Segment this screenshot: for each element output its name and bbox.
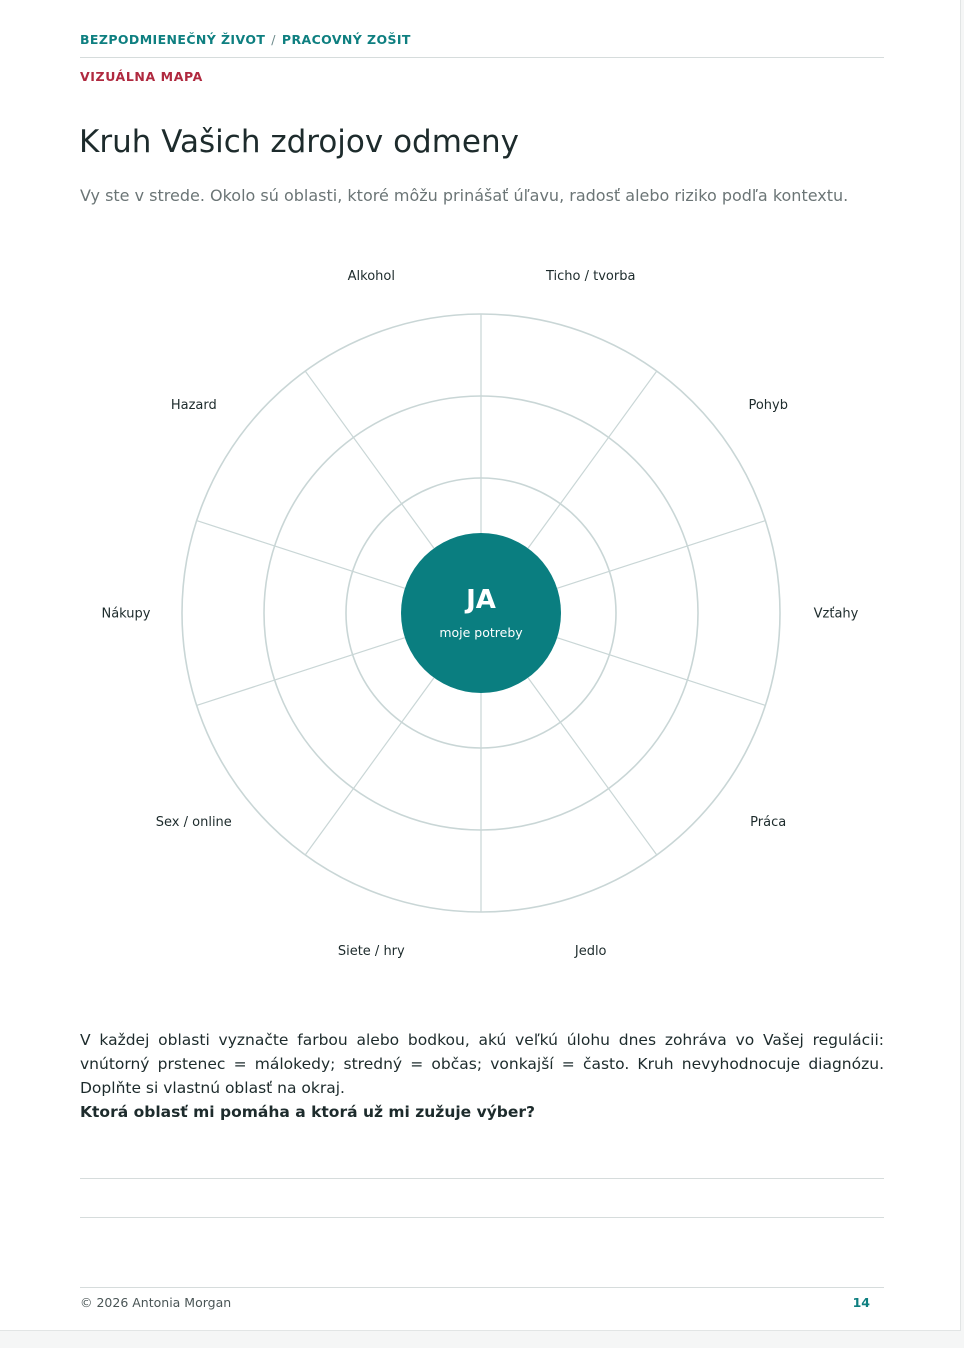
section-eyebrow: VIZUÁLNA MAPA: [80, 69, 203, 84]
wheel-area-label: Práca: [750, 815, 787, 831]
wheel-area-label: Vzťahy: [813, 606, 859, 622]
center-title: JA: [466, 585, 496, 615]
wheel-area-label: Siete / hry: [337, 944, 405, 960]
page-title: Kruh Vašich zdrojov odmeny: [79, 124, 519, 160]
answer-line-2[interactable]: [80, 1217, 884, 1218]
book-title: BEZPODMIENEČNÝ ŽIVOT: [80, 32, 266, 47]
page-subtitle: Vy ste v strede. Okolo sú oblasti, ktoré môžu prinášať úľavu, radosť alebo riziko podľa kontextu.: [80, 186, 849, 205]
header-separator: /: [271, 32, 276, 47]
instructions-text: V každej oblasti vyznačte farbou alebo bodkou, akú veľkú úlohu dnes zohráva vo Vašej regulácii: vnútorný prstenec = málokedy; stredný = občas; vonkajší = často. Kruh nevyhodnocuje diagnózu. Doplňte si vlastnú oblasť na okraj.: [80, 1031, 884, 1097]
section-title: PRACOVNÝ ZOŠIT: [281, 32, 411, 47]
answer-line-1[interactable]: [80, 1178, 884, 1179]
wheel-spoke: [528, 371, 657, 548]
wheel-spoke: [528, 678, 657, 855]
footer-rule: [80, 1287, 884, 1288]
wheel-spoke: [305, 371, 434, 548]
wheel-area-label: Hazard: [170, 397, 217, 413]
wheel-area-label: Pohyb: [748, 397, 788, 413]
footer-copyright: © 2026 Antonia Morgan: [80, 1295, 232, 1310]
wheel-area-label: Nákupy: [101, 606, 151, 622]
wheel-area-label: Sex / online: [155, 815, 232, 831]
reflection-question: Ktorá oblasť mi pomáha a ktorá už mi zužuje výber?: [80, 1103, 536, 1121]
wheel-area-label: Jedlo: [574, 944, 607, 960]
center-subtitle: moje potreby: [439, 625, 523, 640]
page-number: 14: [852, 1295, 870, 1310]
wheel-spoke: [305, 678, 434, 855]
wheel-area-label: Ticho / tvorba: [545, 268, 636, 284]
wheel-area-label: Alkohol: [347, 268, 395, 284]
